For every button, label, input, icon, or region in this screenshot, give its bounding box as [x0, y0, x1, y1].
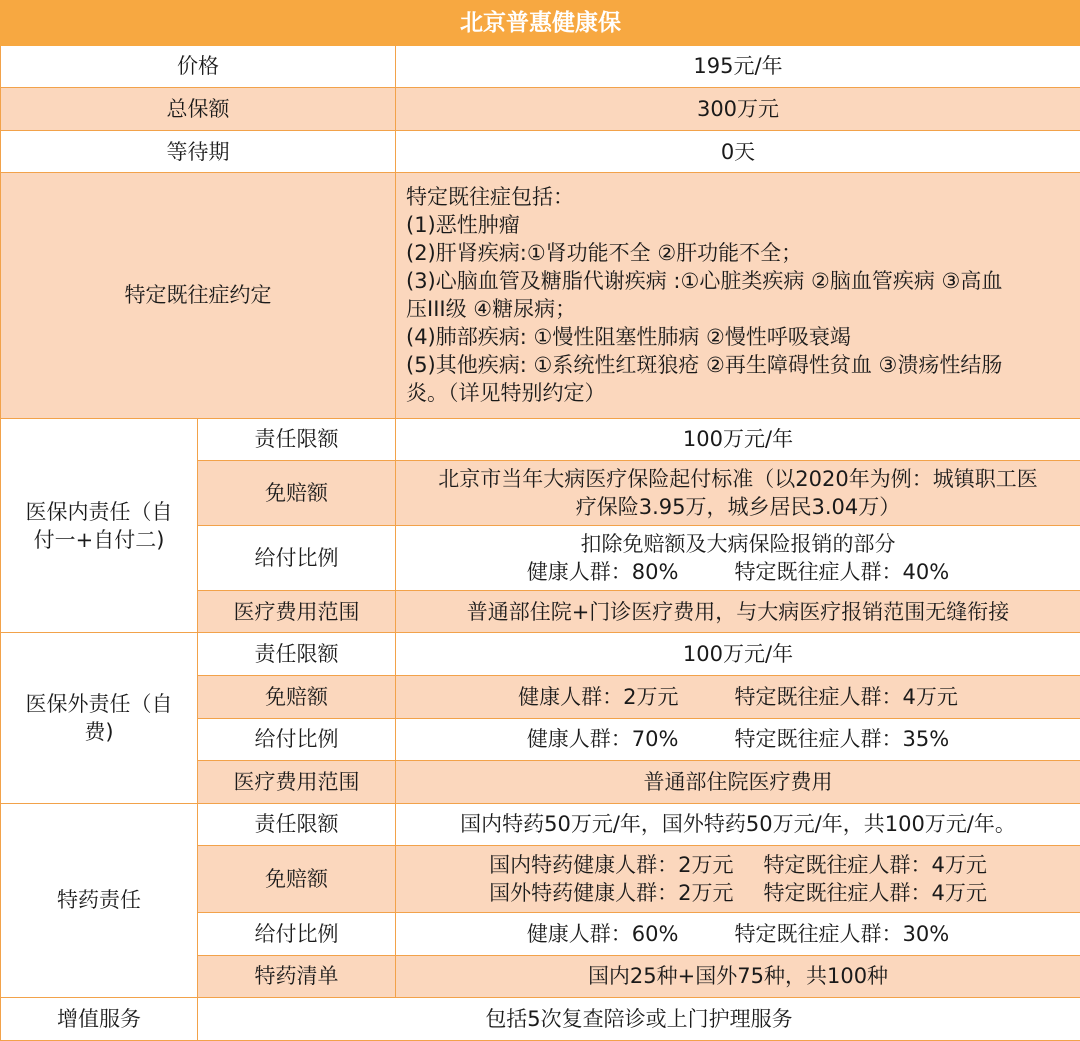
inner-section-label [1, 418, 198, 633]
outer-section-label [1, 633, 198, 803]
outer-label-line: 费) [84, 720, 114, 745]
inner-scope-label: 医疗费用范围 [198, 590, 396, 633]
inner-ratio-line: 扣除免赔额及大病保险报销的部分 [580, 531, 896, 556]
outer-deductible-preexisting: 特定既往症人群：4万元 [734, 684, 958, 709]
drug-deductible-label: 免赔额 [198, 846, 396, 913]
drug-section-label: 特药责任 [1, 803, 198, 998]
preexisting-line: (1)恶性肿瘤 [406, 213, 520, 238]
preexisting-label: 特定既往症约定 [1, 173, 396, 418]
inner-ratio-value [396, 526, 1080, 591]
drug-deductible-domestic-healthy: 国内特药健康人群：2万元 [489, 853, 734, 878]
outer-scope-value: 普通部住院医疗费用 [396, 761, 1080, 804]
drug-deductible-domestic [402, 851, 1074, 879]
drug-limit-row [1, 803, 1080, 846]
inner-deductible-value [396, 461, 1080, 526]
inner-ratio-preexisting: 特定既往症人群：40% [734, 559, 950, 584]
drug-ratio-label: 给付比例 [198, 913, 396, 956]
inner-ratio-label: 给付比例 [198, 526, 396, 591]
drug-ratio-preexisting: 特定既往症人群：30% [734, 921, 950, 946]
outer-ratio-label: 给付比例 [198, 718, 396, 761]
preexisting-line: (3)心脑血管及糖脂代谢疾病 :①心脏类疾病 ②脑血管疾病 ③高血 [406, 269, 1003, 294]
drug-deductible-foreign-preexisting: 特定既往症人群：4万元 [763, 881, 987, 906]
preexisting-row [1, 173, 1080, 418]
drug-ratio-healthy: 健康人群：60% [526, 921, 679, 946]
service-row [1, 998, 1080, 1041]
drug-list-label: 特药清单 [198, 955, 396, 998]
inner-deductible-line: 疗保险3.95万，城乡居民3.04万） [575, 495, 901, 520]
preexisting-line: (5)其他疾病: ①系统性红斑狼疮 ②再生障碍性贫血 ③溃疡性结肠 [406, 353, 1003, 378]
total-label: 总保额 [1, 88, 396, 131]
inner-deductible-label: 免赔额 [198, 461, 396, 526]
price-value: 195元/年 [396, 45, 1080, 88]
inner-limit-row [1, 418, 1080, 461]
drug-deductible-foreign-healthy: 国外特药健康人群：2万元 [489, 881, 734, 906]
preexisting-line: (4)肺部疾病: ①慢性阻塞性肺病 ②慢性呼吸衰竭 [406, 325, 851, 350]
service-value: 包括5次复查陪诊或上门护理服务 [198, 998, 1080, 1041]
title-row [1, 1, 1080, 46]
inner-label-line: 医保内责任（自 [25, 499, 173, 524]
inner-limit-value: 100万元/年 [396, 418, 1080, 461]
outer-ratio-healthy: 健康人群：70% [526, 727, 679, 752]
waiting-label: 等待期 [1, 130, 396, 173]
inner-scope-value: 普通部住院+门诊医疗费用，与大病医疗报销范围无缝衔接 [396, 590, 1080, 633]
service-label: 增值服务 [1, 998, 198, 1041]
outer-deductible-healthy: 健康人群：2万元 [518, 684, 679, 709]
waiting-value: 0天 [396, 130, 1080, 173]
drug-deductible-foreign [402, 879, 1074, 907]
inner-limit-label: 责任限额 [198, 418, 396, 461]
outer-ratio-preexisting: 特定既往症人群：35% [734, 727, 950, 752]
drug-list-value: 国内25种+国外75种，共100种 [396, 955, 1080, 998]
preexisting-line: (2)肝肾疾病:①肾功能不全 ②肝功能不全； [406, 241, 803, 266]
outer-limit-label: 责任限额 [198, 633, 396, 676]
preexisting-line: 压III级 ④糖尿病； [406, 297, 577, 322]
drug-deductible-domestic-preexisting: 特定既往症人群：4万元 [763, 853, 987, 878]
drug-limit-value: 国内特药50万元/年，国外特药50万元/年，共100万元/年。 [396, 803, 1080, 846]
total-value: 300万元 [396, 88, 1080, 131]
inner-ratio-healthy: 健康人群：80% [526, 559, 679, 584]
total-row [1, 88, 1080, 131]
drug-deductible-value [396, 846, 1080, 913]
outer-scope-label: 医疗费用范围 [198, 761, 396, 804]
preexisting-content [396, 173, 1080, 418]
table-title: 北京普惠健康保 [1, 1, 1080, 46]
drug-ratio-value [396, 913, 1080, 956]
inner-ratio-groups [402, 558, 1074, 586]
outer-deductible-label: 免赔额 [198, 675, 396, 718]
outer-limit-row [1, 633, 1080, 676]
preexisting-line: 特定既往症包括： [406, 185, 574, 210]
outer-label-line: 医保外责任（自 [25, 692, 173, 717]
waiting-row [1, 130, 1080, 173]
drug-limit-label: 责任限额 [198, 803, 396, 846]
price-row [1, 45, 1080, 88]
inner-deductible-line: 北京市当年大病医疗保险起付标准（以2020年为例：城镇职工医 [438, 467, 1038, 492]
outer-limit-value: 100万元/年 [396, 633, 1080, 676]
price-label: 价格 [1, 45, 396, 88]
inner-label-line: 付一+自付二) [33, 527, 165, 552]
outer-ratio-value [396, 718, 1080, 761]
outer-deductible-value [396, 675, 1080, 718]
preexisting-line: 炎。（详见特别约定） [406, 381, 606, 406]
